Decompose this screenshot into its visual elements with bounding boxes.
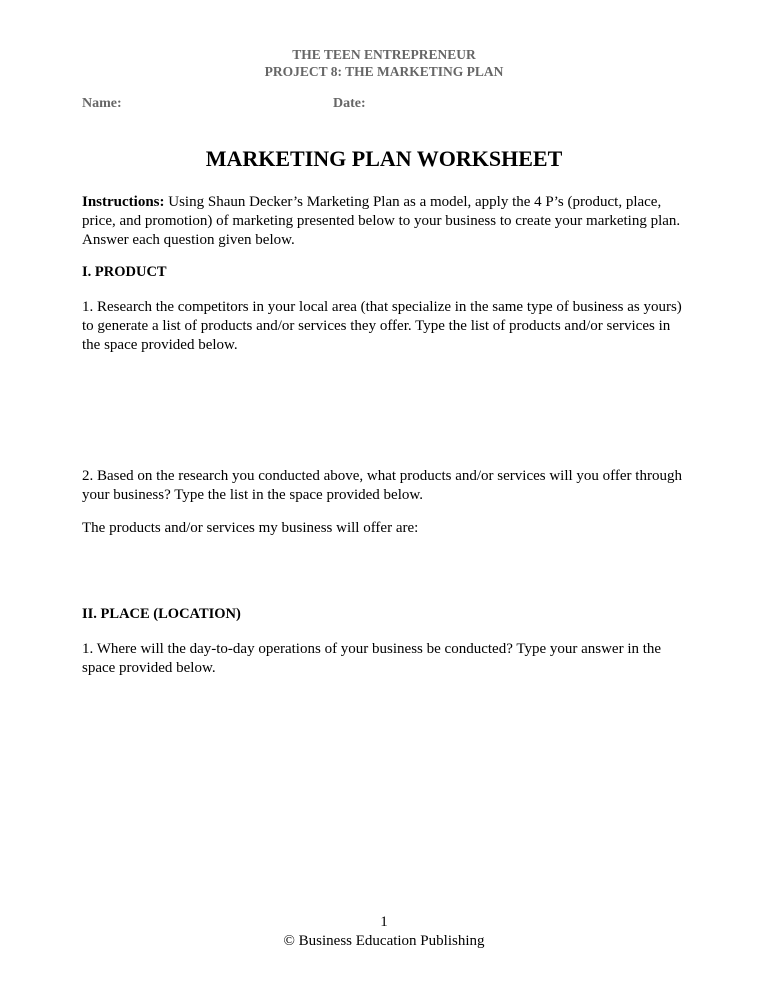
- instructions-paragraph: [82, 193, 688, 250]
- place-question-1: 1. Where will the day-to-day operations of your business be conducted? Type your answer in the space provided below.: [82, 641, 662, 676]
- publisher-name: Business Education Publishing: [298, 933, 485, 949]
- name-label: Name:: [82, 96, 122, 111]
- instructions-text: Using Shaun Decker’s Marketing Plan as a model, apply the 4 P’s (product, place, price, and promotion) of marketing presented below to your business to create your marketing plan. Answer each question given below.: [82, 194, 681, 248]
- document-header-title: THE TEEN ENTREPRENEUR: [292, 47, 476, 62]
- document-header-subtitle: PROJECT 8: THE MARKETING PLAN: [264, 64, 504, 79]
- section-heading-product: I. PRODUCT: [82, 264, 167, 280]
- page-title: MARKETING PLAN WORKSHEET: [205, 146, 563, 171]
- page-number: 1: [380, 914, 388, 930]
- copyright-icon: ©: [283, 933, 295, 949]
- product-question-1: 1. Research the competitors in your local area (that specialize in the same type of business as yours) to generate a list of products and/or services they offer. Type the list of products and/or services in the space provided below.: [82, 299, 682, 353]
- product-question-2-prompt: The products and/or services my business will offer are:: [82, 520, 419, 536]
- product-question-2: 2. Based on the research you conducted above, what products and/or services will you offer through your business? Type the list in the space provided below.: [82, 468, 682, 503]
- instructions-label: Instructions:: [82, 194, 165, 210]
- date-label: Date:: [333, 96, 366, 111]
- copyright-line: [0, 932, 768, 951]
- section-heading-place: II. PLACE (LOCATION): [82, 606, 241, 622]
